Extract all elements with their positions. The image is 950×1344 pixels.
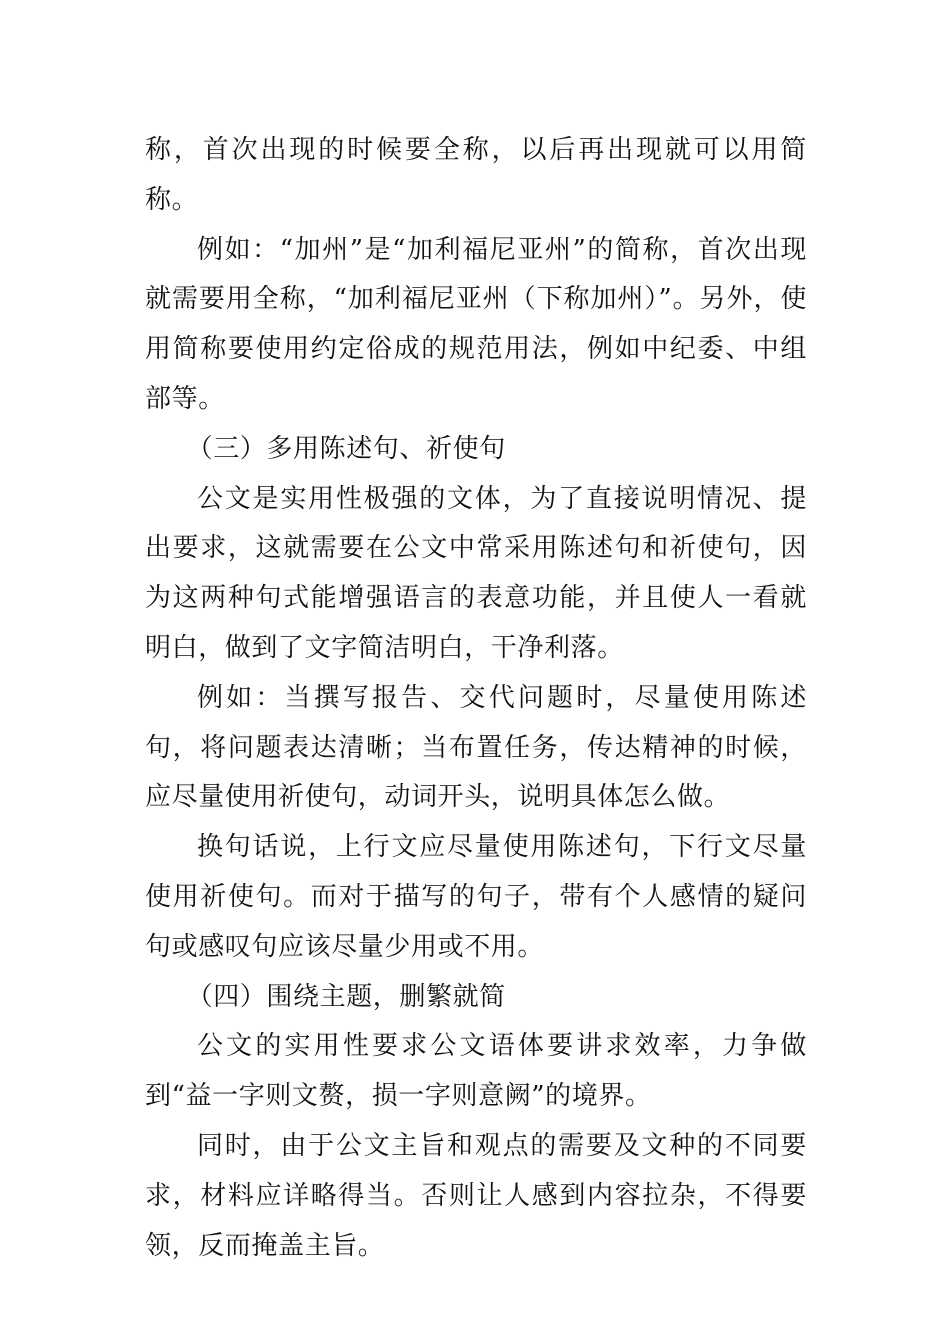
paragraph-abbreviation-example: 例如：“加州”是“加利福尼亚州”的简称，首次出现就需要用全称，“加利福尼亚州（下称加州）”。另外，使用简称要使用约定俗成的规范用法，例如中纪委、中组部等。 <box>145 234 807 414</box>
paragraph-material-detail: 同时，由于公文主旨和观点的需要及文种的不同要求，材料应详略得当。否则让人感到内容拉杂，不得要领，反而掩盖主旨。 <box>145 1130 807 1261</box>
document-page <box>145 126 807 1271</box>
paragraph-continuation: 称，首次出现的时候要全称，以后再出现就可以用简称。 <box>145 135 807 215</box>
section-heading-three: （三）多用陈述句、祈使句 <box>186 433 506 464</box>
paragraph-sentence-example: 例如：当撰写报告、交代问题时，尽量使用陈述句，将问题表达清晰；当布置任务，传达精神的时候，应尽量使用祈使句，动词开头，说明具体怎么做。 <box>145 682 807 813</box>
paragraph-in-other-words: 换句话说，上行文应尽量使用陈述句，下行文尽量使用祈使句。而对于描写的句子，带有个人感情的疑问句或感叹句应该尽量少用或不用。 <box>145 832 807 962</box>
section-heading-four: （四）围绕主题，删繁就简 <box>186 981 506 1012</box>
paragraph-declarative-imperative: 公文是实用性极强的文体，为了直接说明情况、提出要求，这就需要在公文中常采用陈述句和祈使句，因为这两种句式能增强语言的表意功能，并且使人一看就明白，做到了文字简洁明白，干净利落。 <box>145 483 807 663</box>
paragraph-efficiency: 公文的实用性要求公文语体要讲求效率，力争做到“益一字则文赘，损一字则意阙”的境界。 <box>145 1031 807 1112</box>
